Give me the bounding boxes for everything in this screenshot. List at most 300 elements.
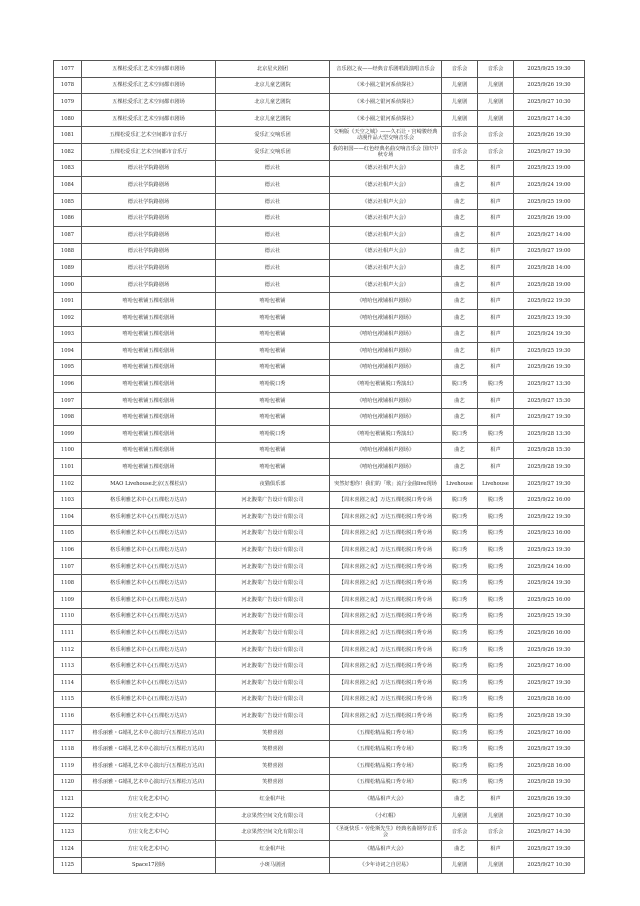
- category-cell: 脱口秀: [442, 608, 478, 625]
- organizer-cell: 嘻哈包袱铺: [216, 309, 330, 326]
- subcategory-cell: 脱口秀: [478, 509, 514, 526]
- datetime-cell: 2025/9/27 19:30: [514, 741, 585, 758]
- category-cell: 脱口秀: [442, 575, 478, 592]
- row-number-cell: 1092: [54, 309, 82, 326]
- row-number-cell: 1080: [54, 110, 82, 127]
- organizer-cell: 爱乐汇交响乐团: [216, 127, 330, 144]
- venue-cell: 格乐利雅艺术中心(五棵松万达店): [82, 542, 216, 559]
- subcategory-cell: 脱口秀: [478, 757, 514, 774]
- show-title-cell: 《五棵松精品脱口秀专场》: [330, 741, 442, 758]
- subcategory-cell: 音乐会: [478, 61, 514, 78]
- datetime-cell: 2025/9/27 14:30: [514, 824, 585, 841]
- table-row: [54, 343, 585, 360]
- datetime-cell: 2025/9/23 19:30: [514, 542, 585, 559]
- category-cell: 曲艺: [442, 226, 478, 243]
- organizer-cell: 德云社: [216, 226, 330, 243]
- organizer-cell: 河北馥業广告设计有限公司: [216, 509, 330, 526]
- organizer-cell: 德云社: [216, 160, 330, 177]
- subcategory-cell: 脱口秀: [478, 774, 514, 791]
- table-row: [54, 791, 585, 808]
- subcategory-cell: 脱口秀: [478, 558, 514, 575]
- organizer-cell: 德云社: [216, 193, 330, 210]
- organizer-cell: 笑橙喜剧: [216, 774, 330, 791]
- table-row: [54, 840, 585, 857]
- show-title-cell: 【周末喜剧之夜】万达五棵松脱口秀专场: [330, 691, 442, 708]
- row-number-cell: 1083: [54, 160, 82, 177]
- show-title-cell: 【周末喜剧之夜】万达五棵松脱口秀专场: [330, 708, 442, 725]
- subcategory-cell: 脱口秀: [478, 674, 514, 691]
- show-title-cell: 【周末喜剧之夜】万达五棵松脱口秀专场: [330, 542, 442, 559]
- row-number-cell: 1109: [54, 592, 82, 609]
- organizer-cell: 德云社: [216, 243, 330, 260]
- organizer-cell: 笑橙喜剧: [216, 757, 330, 774]
- show-title-cell: 《德云社相声大会》: [330, 226, 442, 243]
- category-cell: 曲艺: [442, 276, 478, 293]
- table-row: [54, 641, 585, 658]
- table-row: [54, 542, 585, 559]
- organizer-cell: 河北馥業广告设计有限公司: [216, 641, 330, 658]
- row-number-cell: 1123: [54, 824, 82, 841]
- organizer-cell: 河北馥業广告设计有限公司: [216, 708, 330, 725]
- show-title-cell: 《嘻哈包袱铺脱口秀演出》: [330, 376, 442, 393]
- organizer-cell: 夜猫俱乐部: [216, 475, 330, 492]
- organizer-cell: 嘻哈包袱铺: [216, 343, 330, 360]
- table-row: [54, 608, 585, 625]
- venue-cell: 嘻哈包袱铺五棵松剧场: [82, 459, 216, 476]
- venue-cell: 嘻哈包袱铺五棵松剧场: [82, 326, 216, 343]
- venue-cell: 嘻哈包袱铺五棵松剧场: [82, 359, 216, 376]
- show-title-cell: 《嘻哈包袱铺相声剧场》: [330, 392, 442, 409]
- datetime-cell: 2025/9/23 19:30: [514, 309, 585, 326]
- venue-cell: 德云社学院路剧场: [82, 260, 216, 277]
- row-number-cell: 1091: [54, 293, 82, 310]
- category-cell: 脱口秀: [442, 592, 478, 609]
- category-cell: 脱口秀: [442, 658, 478, 675]
- show-title-cell: 【周末喜剧之夜】万达五棵松脱口秀专场: [330, 575, 442, 592]
- category-cell: 儿童剧: [442, 110, 478, 127]
- venue-cell: 格乐利雅艺术中心(五棵松万达店): [82, 492, 216, 509]
- table-row: [54, 392, 585, 409]
- category-cell: 脱口秀: [442, 376, 478, 393]
- venue-cell: Space17剧场: [82, 857, 216, 874]
- organizer-cell: 德云社: [216, 260, 330, 277]
- table-row: [54, 509, 585, 526]
- organizer-cell: 河北馥業广告设计有限公司: [216, 542, 330, 559]
- venue-cell: 嘻哈包袱铺五棵松剧场: [82, 392, 216, 409]
- row-number-cell: 1103: [54, 492, 82, 509]
- venue-cell: 方庄文化艺术中心: [82, 824, 216, 841]
- subcategory-cell: 相声: [478, 177, 514, 194]
- table-row: [54, 160, 585, 177]
- row-number-cell: 1097: [54, 392, 82, 409]
- venue-cell: 德云社学院路剧场: [82, 276, 216, 293]
- show-title-cell: 《五棵松精品脱口秀专场》: [330, 774, 442, 791]
- subcategory-cell: 脱口秀: [478, 426, 514, 443]
- organizer-cell: 嘻哈包袱铺: [216, 293, 330, 310]
- subcategory-cell: 脱口秀: [478, 691, 514, 708]
- venue-cell: 格乐利雅艺术中心(五棵松万达店): [82, 625, 216, 642]
- row-number-cell: 1118: [54, 741, 82, 758]
- organizer-cell: 嘻哈包袱铺: [216, 459, 330, 476]
- venue-cell: 方庄文化艺术中心: [82, 807, 216, 824]
- row-number-cell: 1096: [54, 376, 82, 393]
- venue-cell: 德云社学院路剧场: [82, 226, 216, 243]
- category-cell: 曲艺: [442, 459, 478, 476]
- table-row: [54, 492, 585, 509]
- subcategory-cell: 脱口秀: [478, 575, 514, 592]
- datetime-cell: 2025/9/28 19:30: [514, 459, 585, 476]
- row-number-cell: 1098: [54, 409, 82, 426]
- show-title-cell: 突然好想你！我们的「歌」流行金曲live现场: [330, 475, 442, 492]
- subcategory-cell: 儿童剧: [478, 110, 514, 127]
- row-number-cell: 1095: [54, 359, 82, 376]
- row-number-cell: 1115: [54, 691, 82, 708]
- table-row: [54, 94, 585, 111]
- organizer-cell: 笑橙喜剧: [216, 724, 330, 741]
- datetime-cell: 2025/9/25 19:30: [514, 608, 585, 625]
- table-row: [54, 293, 585, 310]
- category-cell: 脱口秀: [442, 724, 478, 741]
- row-number-cell: 1078: [54, 77, 82, 94]
- table-row: [54, 409, 585, 426]
- show-title-cell: 《精品相声大会》: [330, 840, 442, 857]
- organizer-cell: 嘻哈包袱铺: [216, 392, 330, 409]
- table-row: [54, 674, 585, 691]
- row-number-cell: 1107: [54, 558, 82, 575]
- datetime-cell: 2025/9/27 16:00: [514, 724, 585, 741]
- venue-cell: 德云社学院路剧场: [82, 210, 216, 227]
- venue-cell: 格乐利雅艺术中心(五棵松万达店): [82, 509, 216, 526]
- subcategory-cell: 相声: [478, 160, 514, 177]
- row-number-cell: 1122: [54, 807, 82, 824]
- row-number-cell: 1093: [54, 326, 82, 343]
- row-number-cell: 1110: [54, 608, 82, 625]
- venue-cell: 德云社学院路剧场: [82, 177, 216, 194]
- table-body: [54, 61, 585, 874]
- venue-cell: 嘻哈包袱铺五棵松剧场: [82, 293, 216, 310]
- row-number-cell: 1116: [54, 708, 82, 725]
- subcategory-cell: 相声: [478, 309, 514, 326]
- datetime-cell: 2025/9/26 19:30: [514, 791, 585, 808]
- subcategory-cell: 儿童剧: [478, 77, 514, 94]
- category-cell: 音乐会: [442, 61, 478, 78]
- category-cell: 曲艺: [442, 409, 478, 426]
- table-row: [54, 592, 585, 609]
- datetime-cell: 2025/9/27 10:30: [514, 857, 585, 874]
- datetime-cell: 2025/9/24 19:00: [514, 177, 585, 194]
- organizer-cell: 北京果然空间文化有限公司: [216, 807, 330, 824]
- show-title-cell: 【周末喜剧之夜】万达五棵松脱口秀专场: [330, 492, 442, 509]
- organizer-cell: 河北馥業广告设计有限公司: [216, 691, 330, 708]
- organizer-cell: 嘻哈包袱铺: [216, 409, 330, 426]
- organizer-cell: 河北馥業广告设计有限公司: [216, 525, 330, 542]
- subcategory-cell: 相声: [478, 392, 514, 409]
- row-number-cell: 1119: [54, 757, 82, 774]
- venue-cell: 格乐利雅艺术中心(五棵松万达店): [82, 674, 216, 691]
- category-cell: 曲艺: [442, 160, 478, 177]
- show-title-cell: 《德云社相声大会》: [330, 276, 442, 293]
- venue-cell: 格乐利雅艺术中心(五棵松万达店): [82, 558, 216, 575]
- show-title-cell: 我的祖国——红色经典名曲交响音乐会 国庆中秋专场: [330, 143, 442, 160]
- datetime-cell: 2025/9/28 16:00: [514, 757, 585, 774]
- table-row: [54, 708, 585, 725]
- subcategory-cell: 脱口秀: [478, 625, 514, 642]
- row-number-cell: 1088: [54, 243, 82, 260]
- datetime-cell: 2025/9/23 16:00: [514, 525, 585, 542]
- datetime-cell: 2025/9/27 15:30: [514, 392, 585, 409]
- datetime-cell: 2025/9/27 10:30: [514, 807, 585, 824]
- category-cell: 曲艺: [442, 309, 478, 326]
- subcategory-cell: 脱口秀: [478, 608, 514, 625]
- subcategory-cell: 音乐会: [478, 127, 514, 144]
- venue-cell: 德云社学院路剧场: [82, 160, 216, 177]
- category-cell: 曲艺: [442, 359, 478, 376]
- row-number-cell: 1124: [54, 840, 82, 857]
- category-cell: 儿童剧: [442, 857, 478, 874]
- subcategory-cell: 相声: [478, 193, 514, 210]
- subcategory-cell: 相声: [478, 459, 514, 476]
- show-title-cell: 《嘻哈包袱铺相声剧场》: [330, 326, 442, 343]
- show-title-cell: 《德云社相声大会》: [330, 243, 442, 260]
- table-row: [54, 691, 585, 708]
- venue-cell: 格乐利雅艺术中心(五棵松万达店): [82, 641, 216, 658]
- category-cell: 脱口秀: [442, 741, 478, 758]
- datetime-cell: 2025/9/24 19:30: [514, 575, 585, 592]
- subcategory-cell: 相声: [478, 293, 514, 310]
- subcategory-cell: 脱口秀: [478, 525, 514, 542]
- datetime-cell: 2025/9/28 13:30: [514, 426, 585, 443]
- table-row: [54, 475, 585, 492]
- subcategory-cell: 儿童剧: [478, 857, 514, 874]
- show-title-cell: 【周末喜剧之夜】万达五棵松脱口秀专场: [330, 641, 442, 658]
- organizer-cell: 北京儿童艺剧院: [216, 77, 330, 94]
- subcategory-cell: Livehouse: [478, 475, 514, 492]
- venue-cell: 五棵松爱乐汇艺术空间都市剧场: [82, 94, 216, 111]
- row-number-cell: 1094: [54, 343, 82, 360]
- show-title-cell: 《五棵松精品脱口秀专场》: [330, 724, 442, 741]
- table-row: [54, 857, 585, 874]
- row-number-cell: 1081: [54, 127, 82, 144]
- table-row: [54, 193, 585, 210]
- venue-cell: 格乐丽雅・G婚礼艺术中心演出厅(五棵松万达店): [82, 741, 216, 758]
- subcategory-cell: 脱口秀: [478, 724, 514, 741]
- subcategory-cell: 脱口秀: [478, 592, 514, 609]
- datetime-cell: 2025/9/27 16:00: [514, 658, 585, 675]
- row-number-cell: 1106: [54, 542, 82, 559]
- venue-cell: 五棵松爱乐汇艺术空间都市剧场: [82, 110, 216, 127]
- venue-cell: 五棵松爱乐汇艺术空间都市剧场: [82, 61, 216, 78]
- organizer-cell: 嘻哈包袱铺: [216, 442, 330, 459]
- row-number-cell: 1077: [54, 61, 82, 78]
- datetime-cell: 2025/9/28 19:00: [514, 276, 585, 293]
- subcategory-cell: 脱口秀: [478, 376, 514, 393]
- show-title-cell: 《米小圈之银河系侦探社》: [330, 94, 442, 111]
- show-title-cell: 《嘻哈包袱铺相声剧场》: [330, 343, 442, 360]
- organizer-cell: 德云社: [216, 177, 330, 194]
- subcategory-cell: 相声: [478, 442, 514, 459]
- table-row: [54, 575, 585, 592]
- category-cell: 曲艺: [442, 392, 478, 409]
- table-row: [54, 359, 585, 376]
- table-row: [54, 459, 585, 476]
- organizer-cell: 小斑马剧团: [216, 857, 330, 874]
- datetime-cell: 2025/9/27 19:30: [514, 674, 585, 691]
- subcategory-cell: 儿童剧: [478, 94, 514, 111]
- category-cell: 曲艺: [442, 791, 478, 808]
- table-row: [54, 625, 585, 642]
- subcategory-cell: 脱口秀: [478, 641, 514, 658]
- datetime-cell: 2025/9/27 13:30: [514, 376, 585, 393]
- show-title-cell: 【周末喜剧之夜】万达五棵松脱口秀专场: [330, 509, 442, 526]
- row-number-cell: 1108: [54, 575, 82, 592]
- category-cell: 曲艺: [442, 177, 478, 194]
- venue-cell: 嘻哈包袱铺五棵松剧场: [82, 442, 216, 459]
- show-title-cell: 【周末喜剧之夜】万达五棵松脱口秀专场: [330, 625, 442, 642]
- organizer-cell: 河北馥業广告设计有限公司: [216, 592, 330, 609]
- category-cell: 儿童剧: [442, 807, 478, 824]
- organizer-cell: 河北馥業广告设计有限公司: [216, 625, 330, 642]
- show-title-cell: 《德云社相声大会》: [330, 177, 442, 194]
- row-number-cell: 1086: [54, 210, 82, 227]
- venue-cell: 格乐利雅艺术中心(五棵松万达店): [82, 658, 216, 675]
- row-number-cell: 1090: [54, 276, 82, 293]
- category-cell: 儿童剧: [442, 77, 478, 94]
- organizer-cell: 河北馥業广告设计有限公司: [216, 658, 330, 675]
- datetime-cell: 2025/9/22 19:30: [514, 509, 585, 526]
- venue-cell: 格乐利雅艺术中心(五棵松万达店): [82, 691, 216, 708]
- show-title-cell: 《嘻哈包袱铺脱口秀演出》: [330, 426, 442, 443]
- subcategory-cell: 儿童剧: [478, 807, 514, 824]
- show-title-cell: 【周末喜剧之夜】万达五棵松脱口秀专场: [330, 674, 442, 691]
- show-title-cell: 《精品相声大会》: [330, 791, 442, 808]
- table-row: [54, 127, 585, 144]
- organizer-cell: 北京星火剧团: [216, 61, 330, 78]
- table-row: [54, 757, 585, 774]
- datetime-cell: 2025/9/28 15:30: [514, 442, 585, 459]
- organizer-cell: 爱乐汇交响乐团: [216, 143, 330, 160]
- show-title-cell: 《五棵松精品脱口秀专场》: [330, 757, 442, 774]
- subcategory-cell: 相声: [478, 791, 514, 808]
- venue-cell: 格乐丽雅・G婚礼艺术中心演出厅(五棵松万达店): [82, 757, 216, 774]
- datetime-cell: 2025/9/26 19:30: [514, 359, 585, 376]
- category-cell: 曲艺: [442, 442, 478, 459]
- datetime-cell: 2025/9/27 19:30: [514, 475, 585, 492]
- category-cell: 脱口秀: [442, 708, 478, 725]
- show-title-cell: 【周末喜剧之夜】万达五棵松脱口秀专场: [330, 525, 442, 542]
- row-number-cell: 1102: [54, 475, 82, 492]
- subcategory-cell: 脱口秀: [478, 492, 514, 509]
- category-cell: 脱口秀: [442, 525, 478, 542]
- show-title-cell: 音乐剧之夜——经典音乐剧唱段演唱音乐会: [330, 61, 442, 78]
- table-row: [54, 525, 585, 542]
- category-cell: 曲艺: [442, 840, 478, 857]
- show-title-cell: 《嘻哈包袱铺相声剧场》: [330, 293, 442, 310]
- organizer-cell: 嘻哈脱口秀: [216, 376, 330, 393]
- subcategory-cell: 相声: [478, 260, 514, 277]
- category-cell: 脱口秀: [442, 558, 478, 575]
- venue-cell: 方庄文化艺术中心: [82, 840, 216, 857]
- show-title-cell: 《德云社相声大会》: [330, 210, 442, 227]
- table-row: [54, 807, 585, 824]
- organizer-cell: 河北馥業广告设计有限公司: [216, 608, 330, 625]
- category-cell: 脱口秀: [442, 542, 478, 559]
- table-row: [54, 243, 585, 260]
- row-number-cell: 1113: [54, 658, 82, 675]
- show-title-cell: 交响版《天空之城》——久石让・宫崎骏经典动漫作品大型交响音乐会: [330, 127, 442, 144]
- show-title-cell: 【周末喜剧之夜】万达五棵松脱口秀专场: [330, 558, 442, 575]
- table-row: [54, 442, 585, 459]
- subcategory-cell: 脱口秀: [478, 708, 514, 725]
- row-number-cell: 1101: [54, 459, 82, 476]
- category-cell: 音乐会: [442, 143, 478, 160]
- organizer-cell: 红金相声社: [216, 840, 330, 857]
- datetime-cell: 2025/9/22 19:30: [514, 293, 585, 310]
- category-cell: Livehouse: [442, 475, 478, 492]
- table-row: [54, 658, 585, 675]
- category-cell: 曲艺: [442, 210, 478, 227]
- organizer-cell: 嘻哈脱口秀: [216, 426, 330, 443]
- datetime-cell: 2025/9/26 19:30: [514, 77, 585, 94]
- show-title-cell: 《小红帽》: [330, 807, 442, 824]
- organizer-cell: 北京果然空间文化有限公司: [216, 824, 330, 841]
- row-number-cell: 1087: [54, 226, 82, 243]
- show-title-cell: 《德云社相声大会》: [330, 160, 442, 177]
- table-row: [54, 326, 585, 343]
- venue-cell: 嘻哈包袱铺五棵松剧场: [82, 376, 216, 393]
- row-number-cell: 1120: [54, 774, 82, 791]
- datetime-cell: 2025/9/25 19:30: [514, 343, 585, 360]
- show-title-cell: 《德云社相声大会》: [330, 193, 442, 210]
- category-cell: 音乐会: [442, 824, 478, 841]
- category-cell: 脱口秀: [442, 426, 478, 443]
- table-row: [54, 177, 585, 194]
- row-number-cell: 1084: [54, 177, 82, 194]
- table-row: [54, 226, 585, 243]
- datetime-cell: 2025/9/28 14:00: [514, 260, 585, 277]
- datetime-cell: 2025/9/26 19:30: [514, 641, 585, 658]
- organizer-cell: 河北馥業广告设计有限公司: [216, 674, 330, 691]
- datetime-cell: 2025/9/27 19:30: [514, 409, 585, 426]
- datetime-cell: 2025/9/26 16:00: [514, 625, 585, 642]
- datetime-cell: 2025/9/25 19:30: [514, 61, 585, 78]
- datetime-cell: 2025/9/27 14:30: [514, 110, 585, 127]
- category-cell: 脱口秀: [442, 509, 478, 526]
- row-number-cell: 1104: [54, 509, 82, 526]
- category-cell: 脱口秀: [442, 691, 478, 708]
- category-cell: 曲艺: [442, 293, 478, 310]
- show-title-cell: 《嘻哈包袱铺相声剧场》: [330, 459, 442, 476]
- show-title-cell: 《嘻哈包袱铺相声剧场》: [330, 359, 442, 376]
- row-number-cell: 1121: [54, 791, 82, 808]
- performance-schedule-table: [53, 60, 585, 874]
- venue-cell: 格乐丽雅・G婚礼艺术中心演出厅(五棵松万达店): [82, 774, 216, 791]
- organizer-cell: 德云社: [216, 210, 330, 227]
- show-title-cell: 【周末喜剧之夜】万达五棵松脱口秀专场: [330, 608, 442, 625]
- organizer-cell: 德云社: [216, 276, 330, 293]
- category-cell: 脱口秀: [442, 757, 478, 774]
- subcategory-cell: 相声: [478, 840, 514, 857]
- venue-cell: 德云社学院路剧场: [82, 243, 216, 260]
- datetime-cell: 2025/9/27 19:00: [514, 243, 585, 260]
- datetime-cell: 2025/9/22 16:00: [514, 492, 585, 509]
- venue-cell: 嘻哈包袱铺五棵松剧场: [82, 309, 216, 326]
- row-number-cell: 1112: [54, 641, 82, 658]
- datetime-cell: 2025/9/23 19:00: [514, 160, 585, 177]
- subcategory-cell: 脱口秀: [478, 658, 514, 675]
- datetime-cell: 2025/9/28 16:00: [514, 691, 585, 708]
- subcategory-cell: 音乐会: [478, 143, 514, 160]
- category-cell: 儿童剧: [442, 94, 478, 111]
